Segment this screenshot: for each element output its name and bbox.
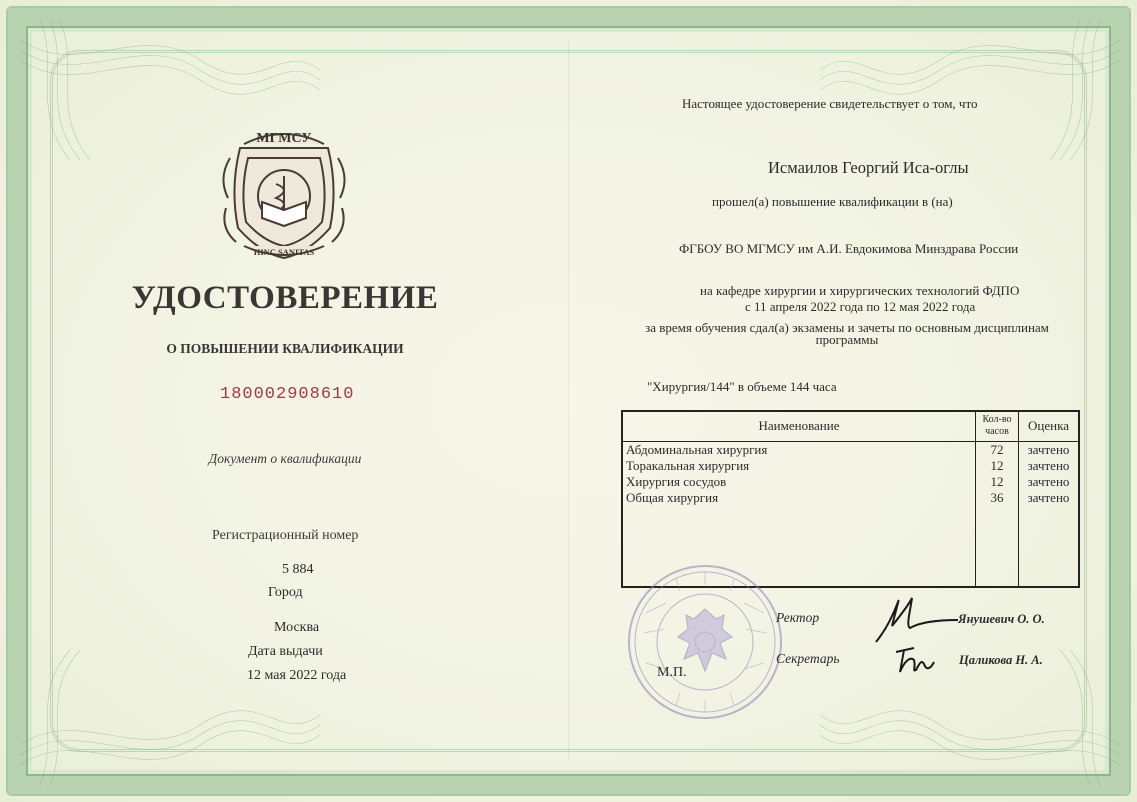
row-grade: зачтено xyxy=(1019,490,1080,506)
row-name: Торакальная хирургия xyxy=(622,458,976,474)
disciplines-table xyxy=(621,410,1080,588)
table-row xyxy=(622,474,1079,490)
passed-text: прошел(а) повышение квалификации в (на) xyxy=(712,194,953,209)
header-grade: Оценка xyxy=(1019,411,1080,441)
seal-place-label: М.П. xyxy=(657,665,687,680)
exams-text xyxy=(622,322,1072,346)
rector-name: Янушевич О. О. xyxy=(958,612,1045,626)
row-grade: зачтено xyxy=(1019,441,1080,458)
table-row xyxy=(622,441,1079,458)
table-row xyxy=(622,458,1079,474)
intro-text: Настоящее удостоверение свидетельствует о том, что xyxy=(682,96,978,111)
row-name: Хирургия сосудов xyxy=(622,474,976,490)
header-hours-line2: часов xyxy=(985,426,1009,438)
row-name: Абдоминальная хирургия xyxy=(622,441,976,458)
certificate-number: 180002908610 xyxy=(220,385,355,404)
page-fold xyxy=(568,40,569,760)
row-hours: 36 xyxy=(976,490,1019,506)
row-name: Общая хирургия xyxy=(622,490,976,506)
table-row xyxy=(622,490,1079,506)
svg-text:МГМСУ: МГМСУ xyxy=(256,131,312,146)
row-hours: 72 xyxy=(976,441,1019,458)
city-label: Город xyxy=(268,585,303,600)
row-hours: 12 xyxy=(976,474,1019,490)
issue-date-label: Дата выдачи xyxy=(248,644,323,659)
row-hours-empty xyxy=(976,506,1019,588)
document-kind: Документ о квалификации xyxy=(208,451,362,466)
secretary-name: Цаликова Н. А. xyxy=(959,653,1043,667)
row-grade: зачтено xyxy=(1019,458,1080,474)
secretary-signature-icon xyxy=(892,640,936,676)
mgmsu-emblem-icon xyxy=(210,118,358,266)
issue-date-value: 12 мая 2022 года xyxy=(247,668,347,683)
certificate-subtitle: О ПОВЫШЕНИИ КВАЛИФИКАЦИИ xyxy=(166,341,404,356)
period-text: с 11 апреля 2022 года по 12 мая 2022 года xyxy=(745,299,976,314)
organization-name: ФГБОУ ВО МГМСУ им А.И. Евдокимова Минздрава России xyxy=(679,241,1019,256)
department-text: на кафедре хирургии и хирургических технологий ФДПО xyxy=(700,283,1020,298)
header-hours-line1: Кол-во xyxy=(982,414,1012,426)
exams-text-line2: программы xyxy=(815,332,879,347)
guilloche-pattern-top-right xyxy=(820,20,1120,160)
secretary-label: Секретарь xyxy=(776,651,840,666)
header-hours xyxy=(976,411,1019,441)
registration-number-label: Регистрационный номер xyxy=(212,528,359,543)
person-name: Исмаилов Георгий Иса-оглы xyxy=(768,158,969,177)
row-hours: 12 xyxy=(976,458,1019,474)
registration-number-value: 5 884 xyxy=(282,562,314,577)
certificate-title: УДОСТОВЕРЕНИЕ xyxy=(131,280,439,316)
rector-label: Ректор xyxy=(776,610,820,625)
row-grade-empty xyxy=(1019,506,1080,588)
city-value: Москва xyxy=(274,620,320,635)
svg-text:HINC SANITAS: HINC SANITAS xyxy=(253,247,315,257)
guilloche-pattern-bottom-right xyxy=(820,650,1120,785)
exams-text-line1: за время обучения сдал(а) экзамены и зачеты по основным дисциплинам xyxy=(645,320,1049,335)
program-text: "Хирургия/144" в объеме 144 часа xyxy=(647,379,837,394)
row-grade: зачтено xyxy=(1019,474,1080,490)
official-stamp-icon xyxy=(626,563,784,721)
header-name: Наименование xyxy=(622,411,976,441)
